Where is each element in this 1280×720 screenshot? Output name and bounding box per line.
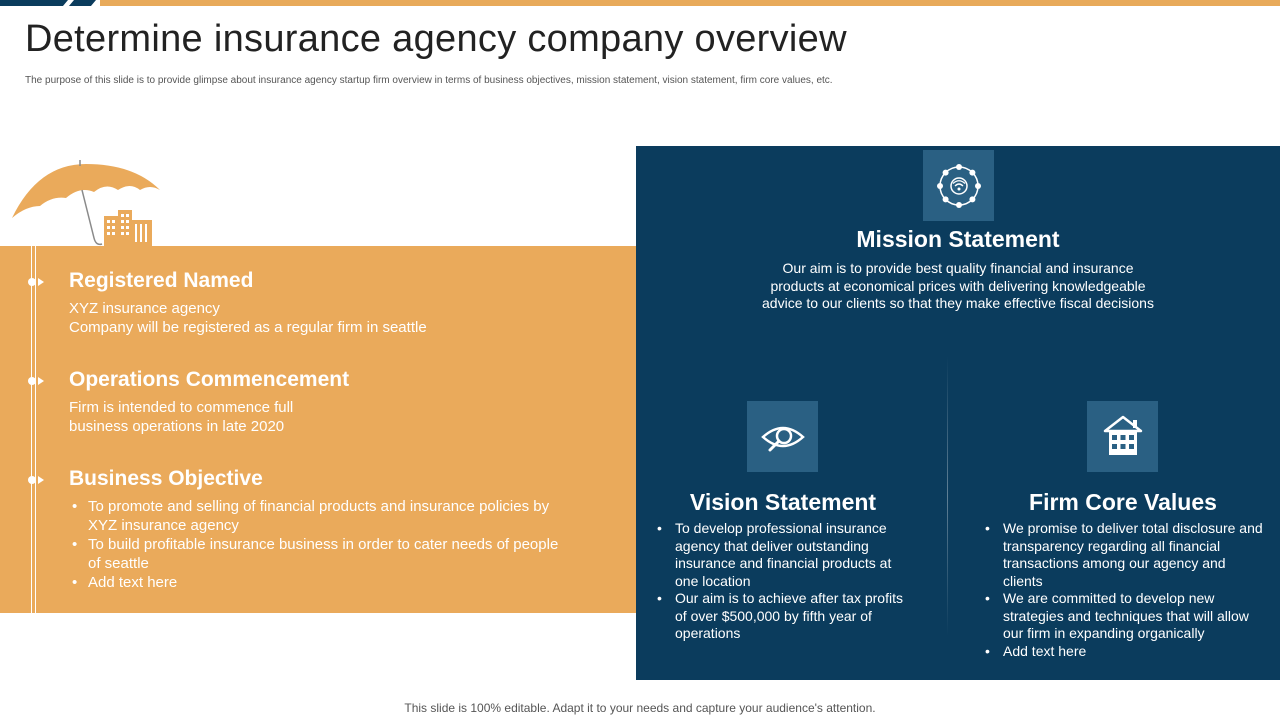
company-details-panel [0, 246, 636, 613]
operations-commencement-text: Firm is intended to commence full business operations in late 2020 [69, 399, 294, 435]
page-title: Determine insurance agency company overview [25, 18, 847, 60]
list-item: • We are committed to develop new strategies and techniques that will allow our firm in expanding organically [983, 590, 1265, 643]
statements-panel [636, 146, 1280, 680]
registered-named-title: Registered Named [69, 269, 254, 292]
list-item: • Our aim is to achieve after tax profits of over $500,000 by fifth year of operations [655, 590, 915, 643]
list-item: • Add text here [70, 573, 570, 592]
timeline-arrow-icon [38, 476, 44, 484]
timeline-dot [28, 278, 36, 286]
values-icon-box [1087, 401, 1158, 472]
timeline-dot [28, 476, 36, 484]
timeline-line [31, 246, 36, 613]
list-item: • To build profitable insurance business in order to cater needs of people of seattle [70, 535, 570, 573]
mission-icon-box [923, 150, 994, 221]
list-item: • To promote and selling of financial products and insurance policies by XYZ insurance agency [70, 497, 570, 535]
mission-statement-text: Our aim is to provide best quality financial and insurance products at economical prices with delivering knowledgeable advice to our clients so that they make effective fiscal decisions [762, 260, 1154, 311]
mission-statement-title: Mission Statement [856, 226, 1060, 252]
list-item: • Add text here [983, 643, 1265, 661]
operations-commencement-title: Operations Commencement [69, 368, 350, 391]
list-item: • We promise to deliver total disclosure and transparency regarding all financial transactions among our agency and clients [983, 520, 1265, 590]
page-subtitle: The purpose of this slide is to provide glimpse about insurance agency startup firm overview in terms of business objectives, mission statement, vision statement, firm core values, etc. [25, 75, 833, 86]
firm-core-values-list [983, 520, 1265, 660]
list-item: • To develop professional insurance agency that deliver outstanding insurance and financial products at one location [655, 520, 915, 590]
top-accent-bar [0, 0, 1280, 6]
umbrella-building-icon [8, 160, 168, 250]
timeline-arrow-icon [38, 278, 44, 286]
vision-statement-title: Vision Statement [689, 489, 877, 515]
eye-search-icon [757, 411, 809, 463]
business-objective-title: Business Objective [69, 467, 263, 490]
vision-icon-box [747, 401, 818, 472]
building-icon [1097, 411, 1149, 463]
timeline-arrow-icon [38, 377, 44, 385]
business-objective-list [70, 497, 570, 592]
footer-note: This slide is 100% editable. Adapt it to your needs and capture your audience's attention. [404, 701, 876, 715]
column-divider [947, 356, 948, 636]
registered-named-text: XYZ insurance agency Company will be registered as a regular firm in seattle [69, 300, 427, 336]
network-wifi-icon [933, 160, 985, 212]
firm-core-values-title: Firm Core Values [1029, 489, 1217, 515]
vision-statement-list [655, 520, 915, 643]
timeline-dot [28, 377, 36, 385]
